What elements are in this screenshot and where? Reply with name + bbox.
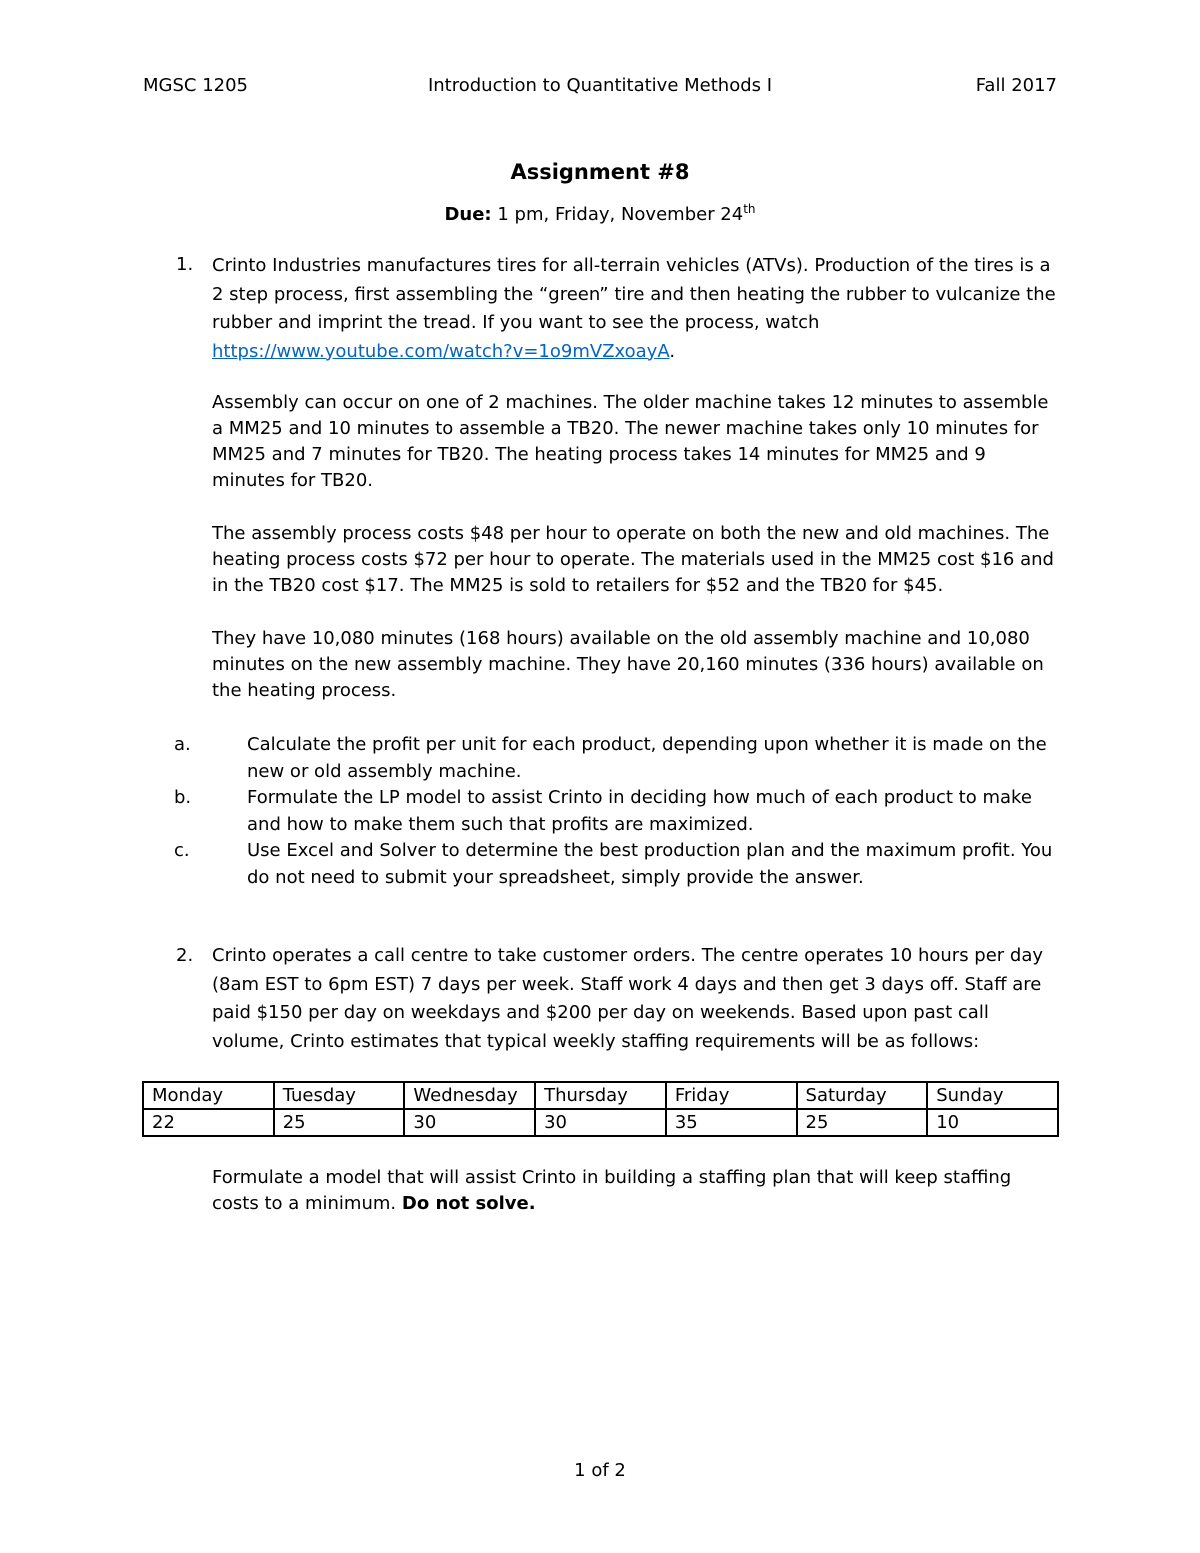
table-cell-value: 25 [797,1109,928,1136]
table-header-row [143,1082,1058,1109]
question-2-intro: Crinto operates a call centre to take customer orders. The centre operates 10 hours per day (8am EST to 6pm EST) 7 days per week. Staff work 4 days and then get 3 days off. Staff are paid $150 per day on weekdays and $200 per day on weekends. Based upon past call volume, Crinto estimates that typical weekly staffing requirements will be as follows: [212,945,1044,1052]
youtube-link[interactable]: https://www.youtube.com/watch?v=1o9mVZxoayA [212,340,670,362]
question-2-instruction-text: Formulate a model that will assist Crinto in building a staffing plan that will keep staffing costs to a minimum. [212,1167,1012,1214]
table-cell-day: Wednesday [404,1082,535,1109]
table-cell-value: 30 [404,1109,535,1136]
do-not-solve-note: Do not solve. [401,1193,536,1214]
table-cell-value: 30 [535,1109,666,1136]
part-a-letter: a. [174,734,191,755]
table-cell-day: Thursday [535,1082,666,1109]
question-2-number: 2. [176,945,194,966]
table-cell-value: 35 [666,1109,797,1136]
header-course-title: Introduction to Quantitative Methods I [427,75,773,96]
part-b-text: Formulate the LP model to assist Crinto in deciding how much of each product to make and how to make them such that profits are maximized. [247,787,1032,835]
due-sup: th [743,202,756,216]
question-1-cost-paragraph: The assembly process costs $48 per hour to operate on both the new and old machines. The heating process costs $72 per hour to operate. The materials used in the MM25 cost $16 and in the TB20 cost $17. The MM25 is sold to retailers for $52 and the TB20 for $45. [212,523,1054,596]
part-c-letter: c. [174,840,190,861]
header-term: Fall 2017 [975,75,1057,96]
part-c-text: Use Excel and Solver to determine the best production plan and the maximum profit. You do not need to submit your spreadsheet, simply provide the answer. [247,840,1053,888]
table-cell-value: 22 [143,1109,274,1136]
table-cell-day: Sunday [927,1082,1058,1109]
part-b-letter: b. [174,787,192,808]
question-1-intro [212,252,1062,366]
table-cell-day: Friday [666,1082,797,1109]
question-1-intro-period: . [669,340,676,362]
table-cell-day: Tuesday [274,1082,405,1109]
table-cell-day: Saturday [797,1082,928,1109]
due-line [0,196,1200,228]
staffing-table [142,1081,1059,1137]
page-number: 1 of 2 [574,1460,626,1481]
question-2-instruction [212,1165,1062,1217]
table-cell-value: 25 [274,1109,405,1136]
question-1-assembly-paragraph: Assembly can occur on one of 2 machines. The older machine takes 12 minutes to assemble a MM25 and 10 minutes to assemble a TB20. The newer machine takes only 10 minutes for MM25 and 7 minutes for TB20. The heating process takes 14 minutes for MM25 and 9 minutes for TB20. [212,392,1049,491]
due-text: 1 pm, Friday, November 24 [497,204,744,225]
question-1-number: 1. [176,254,194,275]
due-label: Due: [444,204,492,225]
table-row [143,1109,1058,1136]
part-a-text: Calculate the profit per unit for each product, depending upon whether it is made on the new or old assembly machine. [247,734,1047,782]
question-1-intro-text: Crinto Industries manufactures tires for all-terrain vehicles (ATVs). Production of the tires is a 2 step process, first assembling the “green” tire and then heating the rubber to vulcanize the rubber and imprint the tread. If you want to see the process, watch [212,255,1056,333]
page-title: Assignment #8 [510,160,690,184]
table-cell-value: 10 [927,1109,1058,1136]
question-1-capacity-paragraph: They have 10,080 minutes (168 hours) available on the old assembly machine and 10,080 minutes on the new assembly machine. They have 20,160 minutes (336 hours) available on the heating process. [212,628,1044,701]
header-course-code: MGSC 1205 [143,75,249,96]
table-cell-day: Monday [143,1082,274,1109]
